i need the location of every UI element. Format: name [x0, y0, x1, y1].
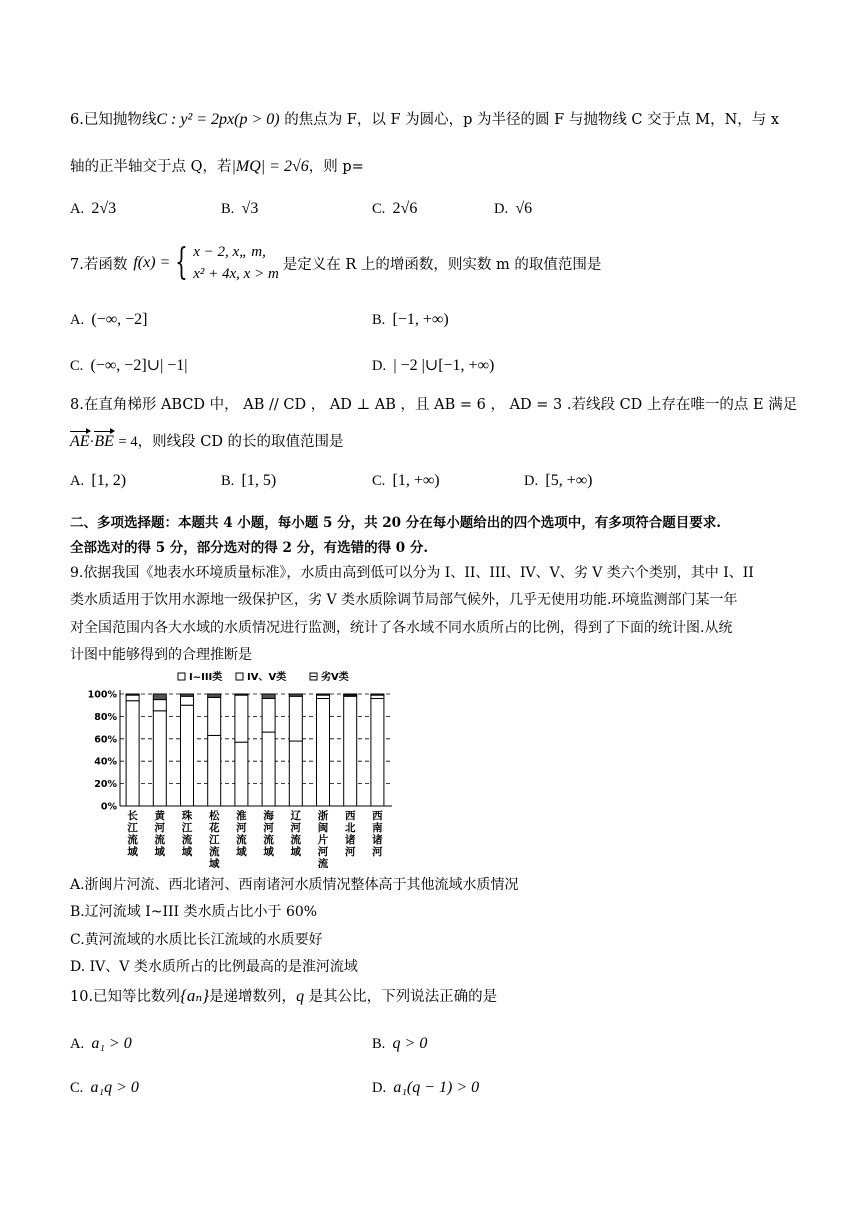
bar-segment-2 — [126, 695, 139, 701]
bar-segment-3 — [262, 694, 275, 698]
q6-stem-cont: 的焦点为 F，以 F 为圆心，p 为半径的圆 F 与抛物线 C 交于点 M，N，与 x — [284, 112, 780, 128]
x-category-label: 淮 — [236, 810, 247, 822]
bar-segment-2 — [289, 696, 302, 741]
q8-line2: AE·BE = 4，则线段 CD 的长的取值范围是 — [70, 433, 344, 450]
x-category-label: 江 — [208, 834, 220, 846]
q7-stem — [70, 238, 601, 288]
x-category-label: 域 — [290, 846, 302, 858]
bar-segment-2 — [153, 700, 166, 711]
bar-segment-2 — [208, 697, 221, 735]
q9-line1: 9.依据我国《地表水环境质量标准》，水质由高到低可以分为 I、II、III、IV、V、劣 V 类六个类别，其中 I、II — [70, 565, 754, 581]
bar-segment-3 — [208, 694, 221, 697]
bar-segment-1 — [371, 698, 384, 806]
q8-option-c: C. [1, +∞) — [372, 472, 440, 489]
y-tick-label: 80% — [94, 711, 117, 723]
q7-stem-end: 是定义在 R 上的增函数，则实数 m 的取值范围是 — [282, 256, 602, 273]
bar-segment-3 — [317, 694, 330, 695]
bar-segment-2 — [317, 695, 330, 698]
x-category-label: 流 — [154, 834, 166, 846]
x-category-label: 浙 — [317, 810, 329, 822]
x-category-label: 闽 — [317, 822, 329, 834]
x-category-label: 长 — [127, 810, 138, 822]
y-tick-label: 100% — [87, 689, 117, 701]
bar-segment-1 — [344, 696, 357, 806]
x-category-label: 珠 — [181, 810, 193, 822]
x-category-label: 江 — [181, 822, 193, 834]
x-category-label: 辽 — [290, 810, 302, 822]
x-category-label: 河 — [290, 822, 302, 834]
bar-segment-1 — [289, 741, 302, 806]
q6-stem-start: 6.已知抛物线 — [70, 112, 157, 128]
bar-segment-3 — [153, 694, 166, 700]
q7-option-c: C. (−∞, −2]∪| −1| — [70, 357, 188, 374]
bar-segment-2 — [181, 696, 194, 705]
legend-label: IV、V类 — [247, 672, 287, 683]
x-category-label: 南 — [372, 822, 383, 834]
bar-segment-3 — [126, 694, 139, 695]
q6-parabola-formula: C : y² = 2px(p > 0) — [156, 111, 280, 128]
x-category-label: 河 — [154, 822, 166, 834]
x-category-label: 片 — [317, 834, 329, 846]
q9-option-b: B.辽河流域 I~III 类水质占比小于 60% — [70, 904, 318, 920]
q9-line2: 类水质适用于饮用水源地一级保护区，劣 V 类水质除调节局部气候外，几乎无使用功能.环境监测部门某一年 — [70, 592, 738, 608]
bar-segment-1 — [235, 742, 248, 806]
bar-segment-1 — [126, 701, 139, 806]
water-quality-stacked-bar-chart — [74, 668, 394, 868]
q8-stem-end: ，则线段 CD 的长的取值范围是 — [137, 434, 344, 450]
q9-option-a: A.浙闽片河流、西北诸河、西南诸河水质情况整体高于其他流域水质情况 — [70, 877, 519, 893]
y-tick-label: 40% — [94, 756, 117, 768]
bar-segment-2 — [371, 695, 384, 698]
q8-vector-be: BE — [94, 433, 114, 450]
q10-option-a: A. a₁ > 0 — [70, 1035, 132, 1052]
x-category-label: 域 — [236, 846, 247, 858]
x-category-label: 北 — [344, 822, 356, 834]
q7-option-a: A. (−∞, −2] — [70, 311, 148, 328]
x-category-label: 域 — [208, 858, 220, 868]
q10-option-d: D. a₁(q − 1) > 0 — [372, 1079, 480, 1096]
q9-option-c: C.黄河流域的水质比长江流域的水质要好 — [70, 932, 323, 948]
x-category-label: 花 — [208, 822, 220, 834]
legend-label: 劣V类 — [321, 672, 349, 683]
x-category-label: 流 — [317, 858, 329, 868]
bar-segment-1 — [181, 705, 194, 806]
x-category-label: 西 — [372, 810, 383, 822]
bar-segment-1 — [208, 735, 221, 806]
q10-stem-end: 是其公比，下列说法正确的是 — [308, 989, 498, 1005]
q6-mq-formula: |MQ| = 2√6 — [231, 158, 309, 175]
x-category-label: 河 — [372, 846, 383, 858]
q7-function-name: f(x) = — [133, 254, 171, 271]
q7-piecewise — [193, 241, 279, 285]
q6-option-d: D. √6 — [494, 200, 533, 217]
x-category-label: 流 — [263, 834, 274, 846]
x-category-label: 流 — [236, 834, 247, 846]
q8-option-b: B. [1, 5) — [221, 472, 277, 489]
q6-option-c: C. 2√6 — [372, 200, 418, 217]
x-category-label: 诸 — [372, 834, 383, 846]
q10-stem-start: 10.已知等比数列 — [70, 989, 181, 1005]
bar-segment-1 — [262, 732, 275, 806]
q7-stem-start: 7.若函数 — [70, 256, 128, 273]
bar-segment-3 — [371, 694, 384, 695]
q10-option-c: C. a₁q > 0 — [70, 1079, 139, 1096]
x-category-label: 江 — [127, 822, 138, 834]
q8-option-a: A. [1, 2) — [70, 472, 127, 489]
q8-line1: 8.在直角梯形 ABCD 中， AB // CD ， AD ⊥ AB ，且 AB = 6 ， AD = 3 .若线段 CD 上存在唯一的点 E 满足 — [70, 397, 798, 413]
bar-segment-2 — [235, 695, 248, 742]
bar-segment-3 — [289, 694, 302, 696]
bar-segment-3 — [235, 694, 248, 695]
q8-equals: = 4 — [118, 434, 138, 450]
q6-line1 — [70, 108, 779, 129]
section2-heading-line1: 二、多项选择题：本题共 4 小题，每小题 5 分，共 20 分在每小题给出的四个选项中，有多项符合题目要求. — [70, 515, 721, 531]
x-category-label: 流 — [127, 834, 138, 846]
q10-ratio-symbol: q — [296, 988, 305, 1005]
x-category-label: 海 — [263, 810, 274, 822]
x-category-label: 流 — [181, 834, 193, 846]
x-category-label: 诸 — [344, 834, 356, 846]
q10-stem: 10.已知等比数列{aₙ}是递增数列，q 是其公比，下列说法正确的是 — [70, 986, 498, 1005]
q6-option-b: B. √3 — [221, 200, 259, 217]
bar-segment-2 — [262, 698, 275, 732]
y-tick-label: 60% — [94, 734, 117, 746]
x-category-label: 域 — [127, 846, 138, 858]
q9-option-d: D. IV、V 类水质所占的比例最高的是淮河流域 — [70, 959, 358, 975]
section2-heading-line2: 全部选对的得 5 分，部分选对的得 2 分，有选错的得 0 分. — [70, 540, 429, 556]
y-tick-label: 20% — [94, 779, 117, 791]
q6-stem-end: ，则 p= — [308, 159, 364, 175]
legend-swatch — [236, 673, 243, 680]
q8-vector-ae: AE — [70, 433, 90, 450]
x-category-label: 黄 — [154, 810, 166, 822]
bar-segment-3 — [181, 694, 194, 696]
x-category-label: 域 — [263, 846, 274, 858]
q7-case1: x − 2, x„ m, — [193, 244, 266, 260]
q10-sequence: {aₙ} — [180, 986, 210, 1005]
x-category-label: 西 — [344, 810, 356, 822]
y-tick-label: 0% — [100, 801, 117, 813]
bar-segment-1 — [153, 711, 166, 806]
q10-option-b: B. q > 0 — [372, 1035, 428, 1052]
x-category-label: 河 — [317, 846, 329, 858]
x-category-label: 河 — [344, 846, 356, 858]
q9-line4: 计图中能够得到的合理推断是 — [70, 647, 252, 663]
bar-segment-1 — [317, 698, 330, 806]
q9-line3: 对全国范围内各大水域的水质情况进行监测，统计了各水域不同水质所占的比例，得到了下面的统计图.从统 — [70, 620, 733, 636]
q7-option-b: B. [−1, +∞) — [372, 311, 449, 328]
legend-swatch — [178, 673, 185, 680]
x-category-label: 松 — [208, 810, 220, 822]
x-category-label: 域 — [181, 846, 193, 858]
bar-segment-3 — [344, 694, 357, 695]
x-category-label: 流 — [290, 834, 302, 846]
q8-option-d: D. [5, +∞) — [524, 472, 593, 489]
x-category-label: 流 — [208, 846, 220, 858]
q7-case2: x² + 4x, x > m — [193, 266, 279, 282]
x-category-label: 河 — [263, 822, 274, 834]
legend-label: I~III类 — [189, 672, 223, 683]
x-category-label: 河 — [236, 822, 247, 834]
q6-stem-cont2: 轴的正半轴交于点 Q，若 — [70, 159, 232, 175]
left-brace-icon: { — [175, 242, 189, 283]
q6-line2 — [70, 155, 364, 176]
q6-option-a: A. 2√3 — [70, 200, 117, 217]
q7-option-d: D. | −2 |∪[−1, +∞) — [372, 357, 495, 374]
x-category-label: 域 — [154, 846, 166, 858]
